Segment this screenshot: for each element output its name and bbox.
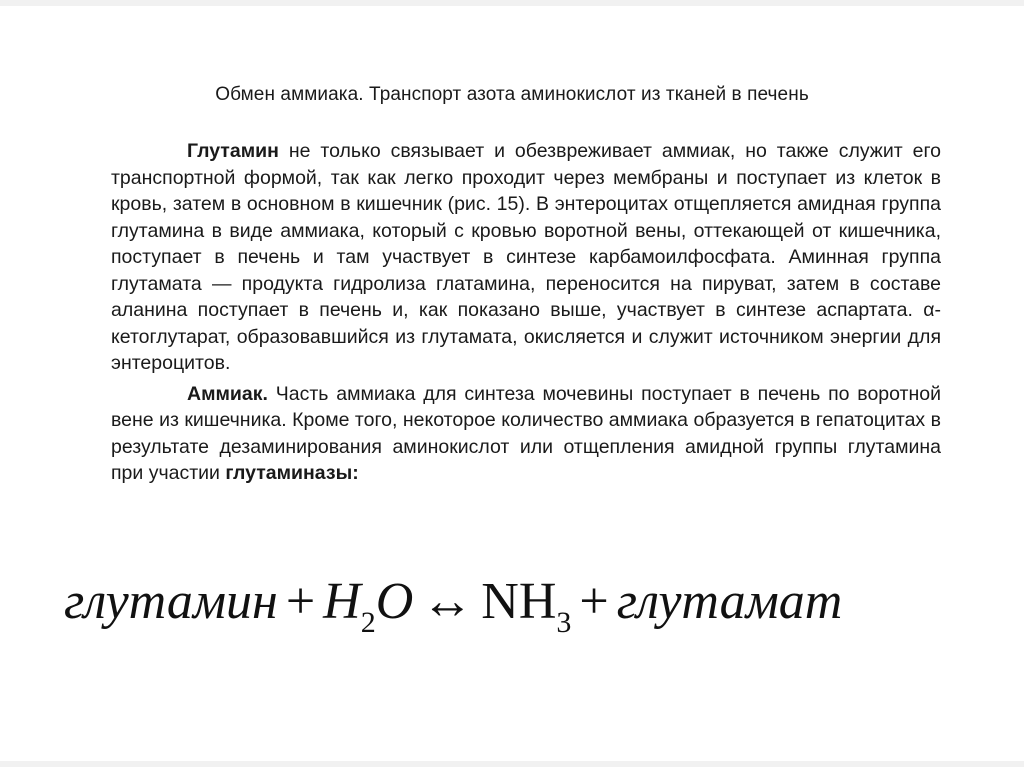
equation-glutamate: глутамат [616,573,843,630]
bottom-edge-bar [0,761,1024,767]
paragraph-glutamine-lead: Глутамин [187,140,279,162]
top-edge-bar [0,0,1024,6]
paragraph-glutamine [111,138,941,377]
equation-ammonia-nh: NH [481,573,557,630]
equation-glutamine: глутамин [64,573,278,630]
equation-water-subscript: 2 [360,606,376,639]
reaction-equation [64,572,843,639]
equation-plus-2: + [579,573,609,630]
equation-ammonia-subscript: 3 [556,606,572,639]
body-text [111,138,941,487]
equation-plus-1: + [285,573,316,630]
equation-arrow: ↔ [421,573,474,630]
paragraph-ammonia-lead: Аммиак. [187,382,268,405]
equation-water-o: O [375,573,414,630]
paragraph-ammonia-enzyme: глутаминазы: [225,462,359,484]
paragraph-ammonia [111,381,941,487]
paragraph-ammonia-text: Часть аммиака для синтеза мочевины поступает в печень по воротной вене из кишечника. Кроме того, некоторое количество аммиака образуется в гепатоцитах в результате дезаминирования аминокислот или отщепления амидной группы глутамина при участии [111,382,941,484]
equation-water-h: H [323,573,361,630]
slide-title: Обмен аммиака. Транспорт азота аминокислот из тканей в печень [215,84,809,105]
paragraph-glutamine-text: не только связывает и обезвреживает аммиак, но также служит его транспортной формой, так как легко проходит через мембраны и поступает из клеток в кровь, затем в основном в кишечник (рис. 15). В энтероцитах отщепляется амидная группа глутамина в виде аммиака, который с кровью воротной вены, оттекающей от кишечника, поступает в печень и там участвует в синтезе карбамоилфосфата. Аминная группа глутамата — продукта гидролиза глатамина, переносится на пируват, затем в составе аланина поступает в печень и, как показано выше, участвует в синтезе аспартата. α-кетоглутарат, образовавшийся из глутамата, окисляется и служит источником энергии для энтероцитов. [111,140,941,374]
